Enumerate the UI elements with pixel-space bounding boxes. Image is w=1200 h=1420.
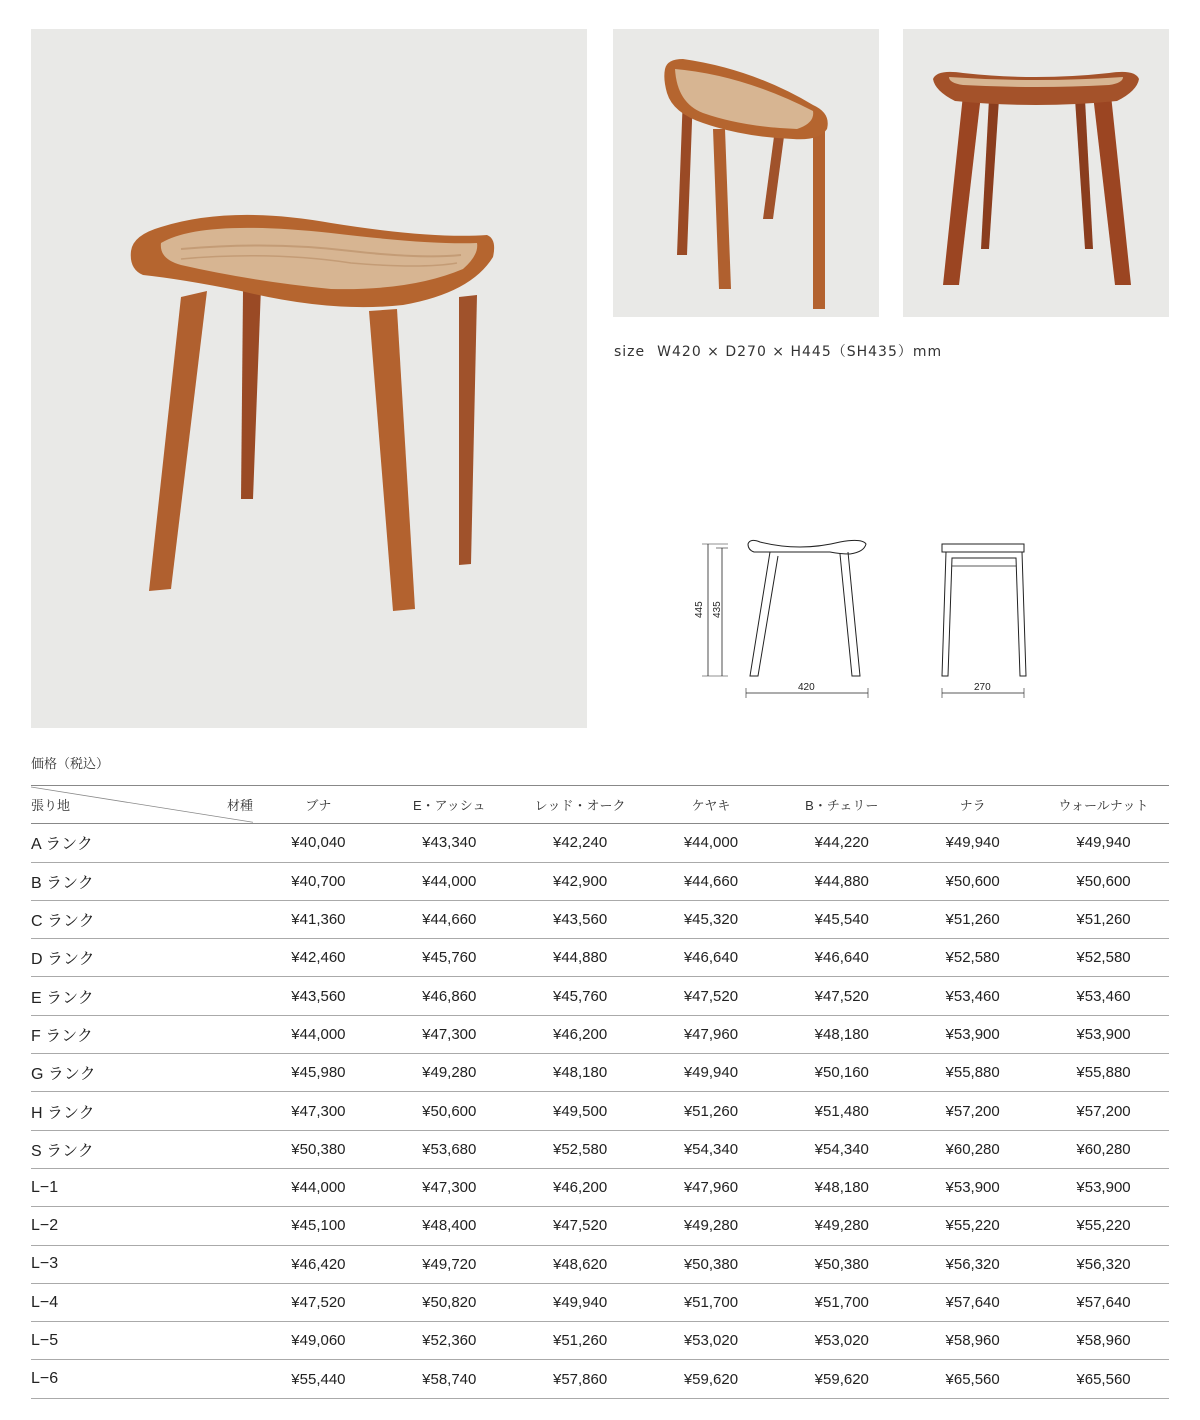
price-cell: ¥53,900 [907,1015,1038,1053]
price-cell: ¥49,280 [776,1207,907,1245]
price-table-body [31,824,1169,1398]
price-cell: ¥55,220 [1038,1207,1169,1245]
price-cell: ¥47,300 [253,1092,384,1130]
product-photo-angle [613,29,879,317]
table-row [31,1245,1169,1283]
price-cell: ¥56,320 [907,1245,1038,1283]
price-cell: ¥52,580 [515,1130,646,1168]
price-cell: ¥49,940 [515,1283,646,1321]
rank-label: C ランク [31,900,253,938]
price-cell: ¥50,380 [253,1130,384,1168]
price-cell: ¥47,300 [384,1168,515,1206]
price-cell: ¥44,880 [515,939,646,977]
price-table [31,785,1169,1399]
col-header: レッド・オーク [515,786,646,824]
table-row [31,1322,1169,1360]
price-cell: ¥55,220 [907,1207,1038,1245]
price-cell: ¥46,860 [384,977,515,1015]
price-cell: ¥48,180 [515,1054,646,1092]
price-cell: ¥51,700 [776,1283,907,1321]
price-cell: ¥44,660 [646,862,777,900]
price-cell: ¥50,600 [384,1092,515,1130]
price-cell: ¥55,880 [907,1054,1038,1092]
price-cell: ¥50,600 [1038,862,1169,900]
rank-label: G ランク [31,1054,253,1092]
price-cell: ¥51,700 [646,1283,777,1321]
stool-main-illustration [31,29,587,728]
table-row [31,1283,1169,1321]
price-cell: ¥44,880 [776,862,907,900]
price-cell: ¥48,620 [515,1245,646,1283]
price-cell: ¥55,440 [253,1360,384,1398]
rank-label: A ランク [31,824,253,862]
price-cell: ¥53,460 [1038,977,1169,1015]
table-row [31,1092,1169,1130]
price-cell: ¥49,500 [515,1092,646,1130]
rank-label: L−1 [31,1168,253,1206]
price-cell: ¥51,260 [1038,900,1169,938]
table-row [31,824,1169,862]
price-cell: ¥54,340 [646,1130,777,1168]
main-product-photo [31,29,587,728]
price-cell: ¥52,580 [907,939,1038,977]
price-cell: ¥47,960 [646,1168,777,1206]
price-cell: ¥55,880 [1038,1054,1169,1092]
price-cell: ¥40,040 [253,824,384,862]
table-row [31,977,1169,1015]
price-title: 価格（税込） [31,757,110,772]
price-cell: ¥65,560 [907,1360,1038,1398]
price-cell: ¥44,000 [253,1168,384,1206]
price-cell: ¥44,000 [253,1015,384,1053]
price-cell: ¥58,960 [1038,1322,1169,1360]
price-cell: ¥59,620 [776,1360,907,1398]
price-cell: ¥45,980 [253,1054,384,1092]
price-cell: ¥49,940 [907,824,1038,862]
price-cell: ¥53,460 [907,977,1038,1015]
price-cell: ¥53,900 [907,1168,1038,1206]
price-cell: ¥50,380 [776,1245,907,1283]
price-cell: ¥43,340 [384,824,515,862]
price-cell: ¥60,280 [907,1130,1038,1168]
col-header: ブナ [253,786,384,824]
price-cell: ¥51,260 [515,1322,646,1360]
price-cell: ¥53,020 [646,1322,777,1360]
price-cell: ¥53,020 [776,1322,907,1360]
col-header: ナラ [907,786,1038,824]
price-cell: ¥41,360 [253,900,384,938]
price-cell: ¥53,680 [384,1130,515,1168]
col-header: B・チェリー [776,786,907,824]
price-cell: ¥57,860 [515,1360,646,1398]
price-cell: ¥65,560 [1038,1360,1169,1398]
col-header: ケヤキ [646,786,777,824]
price-cell: ¥49,060 [253,1322,384,1360]
price-cell: ¥46,200 [515,1168,646,1206]
price-cell: ¥57,200 [1038,1092,1169,1130]
price-cell: ¥57,640 [907,1283,1038,1321]
price-cell: ¥45,320 [646,900,777,938]
table-row [31,1360,1169,1398]
rank-label: D ランク [31,939,253,977]
price-cell: ¥49,940 [646,1054,777,1092]
price-cell: ¥59,620 [646,1360,777,1398]
dim-width: 420 [798,682,815,693]
price-cell: ¥47,300 [384,1015,515,1053]
rank-label: E ランク [31,977,253,1015]
dim-depth: 270 [974,682,991,693]
price-cell: ¥42,240 [515,824,646,862]
price-cell: ¥45,760 [515,977,646,1015]
price-cell: ¥46,200 [515,1015,646,1053]
price-cell: ¥49,280 [646,1207,777,1245]
table-row [31,900,1169,938]
price-cell: ¥50,600 [907,862,1038,900]
size-label: size [614,344,646,360]
price-cell: ¥44,000 [646,824,777,862]
price-cell: ¥60,280 [1038,1130,1169,1168]
price-cell: ¥43,560 [515,900,646,938]
price-cell: ¥46,420 [253,1245,384,1283]
price-cell: ¥45,540 [776,900,907,938]
size-spec [614,341,942,361]
price-cell: ¥50,380 [646,1245,777,1283]
dim-height-seat: 435 [712,601,723,618]
table-row [31,939,1169,977]
table-row [31,1054,1169,1092]
table-row [31,1168,1169,1206]
price-cell: ¥52,580 [1038,939,1169,977]
price-cell: ¥44,000 [384,862,515,900]
col-header: E・アッシュ [384,786,515,824]
size-value: W420 × D270 × H445（SH435）mm [657,344,943,360]
price-cell: ¥54,340 [776,1130,907,1168]
corner-label-upholstery: 張り地 [31,798,71,813]
price-cell: ¥45,100 [253,1207,384,1245]
price-table-header [31,786,1169,824]
table-row [31,1207,1169,1245]
rank-label: F ランク [31,1015,253,1053]
price-cell: ¥48,180 [776,1015,907,1053]
price-cell: ¥58,740 [384,1360,515,1398]
price-cell: ¥50,820 [384,1283,515,1321]
price-cell: ¥47,520 [515,1207,646,1245]
price-cell: ¥48,400 [384,1207,515,1245]
price-cell: ¥42,900 [515,862,646,900]
price-cell: ¥51,260 [907,900,1038,938]
corner-label-wood: 材種 [226,798,253,813]
price-cell: ¥52,360 [384,1322,515,1360]
price-cell: ¥57,640 [1038,1283,1169,1321]
price-cell: ¥57,200 [907,1092,1038,1130]
rank-label: L−2 [31,1207,253,1245]
price-cell: ¥51,260 [646,1092,777,1130]
price-cell: ¥40,700 [253,862,384,900]
rank-label: S ランク [31,1130,253,1168]
price-cell: ¥49,720 [384,1245,515,1283]
rank-label: L−4 [31,1283,253,1321]
price-cell: ¥47,520 [776,977,907,1015]
rank-label: H ランク [31,1092,253,1130]
dimension-drawing [690,530,1050,710]
price-cell: ¥51,480 [776,1092,907,1130]
price-cell: ¥49,940 [1038,824,1169,862]
product-photo-front [903,29,1169,317]
stool-angle-illustration [613,29,879,317]
col-header: ウォールナット [1038,786,1169,824]
table-row [31,862,1169,900]
price-cell: ¥46,640 [776,939,907,977]
price-cell: ¥56,320 [1038,1245,1169,1283]
table-row [31,1015,1169,1053]
price-cell: ¥48,180 [776,1168,907,1206]
dim-height-total: 445 [694,601,705,618]
price-cell: ¥47,520 [253,1283,384,1321]
rank-label: B ランク [31,862,253,900]
price-cell: ¥44,660 [384,900,515,938]
rank-label: L−3 [31,1245,253,1283]
price-cell: ¥47,520 [646,977,777,1015]
table-row [31,1130,1169,1168]
price-cell: ¥53,900 [1038,1168,1169,1206]
price-cell: ¥42,460 [253,939,384,977]
corner-cell [31,786,253,824]
price-cell: ¥46,640 [646,939,777,977]
price-cell: ¥49,280 [384,1054,515,1092]
rank-label: L−6 [31,1360,253,1398]
price-cell: ¥43,560 [253,977,384,1015]
stool-front-illustration [903,29,1169,317]
price-cell: ¥45,760 [384,939,515,977]
price-cell: ¥58,960 [907,1322,1038,1360]
price-cell: ¥44,220 [776,824,907,862]
price-cell: ¥50,160 [776,1054,907,1092]
price-cell: ¥53,900 [1038,1015,1169,1053]
price-cell: ¥47,960 [646,1015,777,1053]
rank-label: L−5 [31,1322,253,1360]
dimension-drawing-svg [690,530,1050,710]
